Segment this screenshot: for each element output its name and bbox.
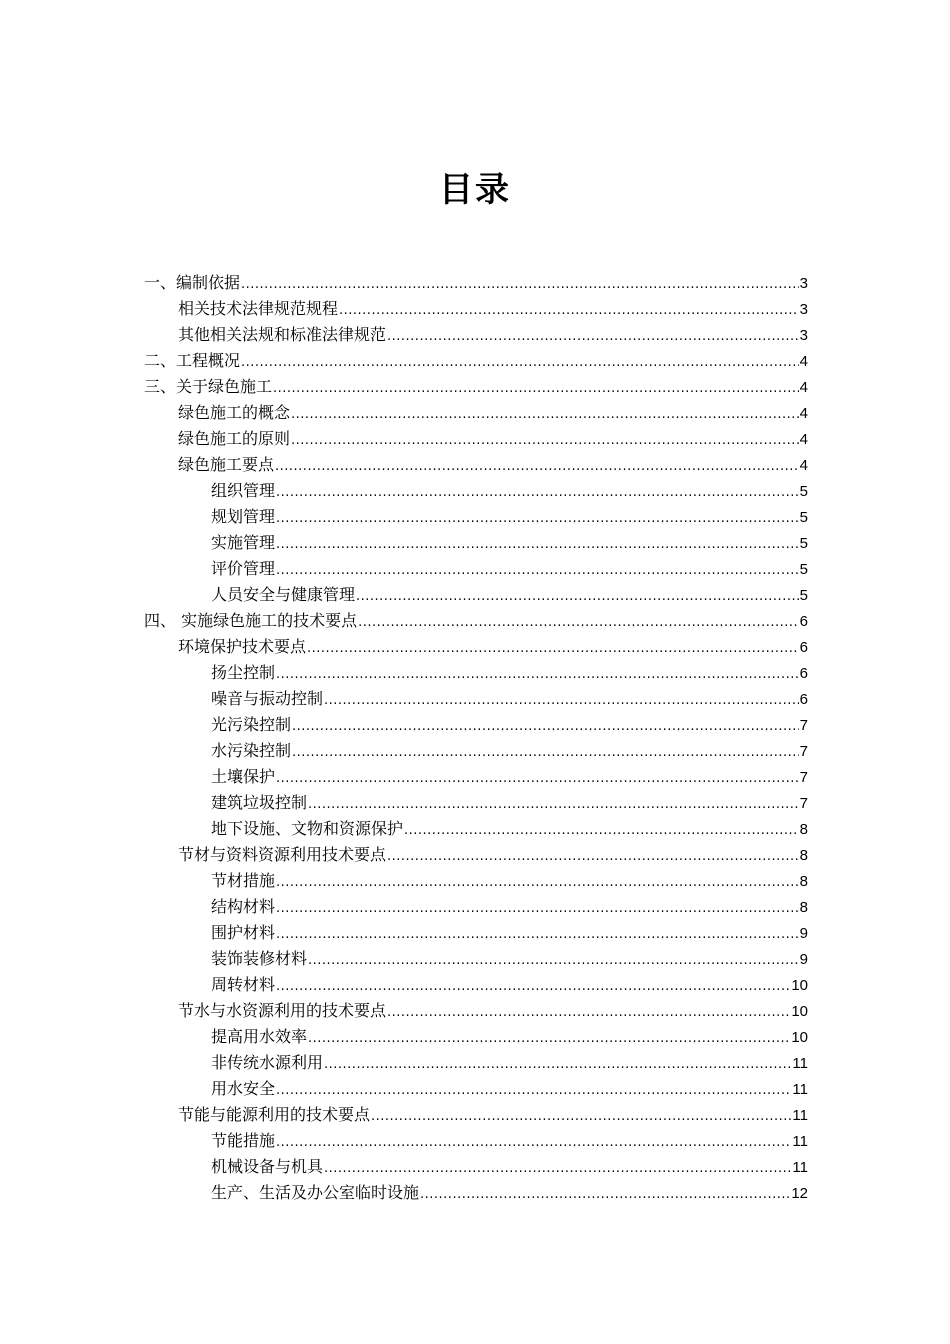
toc-entry-title: 节能措施 xyxy=(211,1131,276,1150)
toc-entry-title: 评价管理 xyxy=(211,559,276,578)
toc-entry[interactable] xyxy=(144,686,808,712)
dot-leader xyxy=(276,506,799,532)
toc-entry-title: 三、关于绿色施工 xyxy=(144,377,273,396)
toc-entry-title: 围护材料 xyxy=(211,923,276,942)
toc-page-number: 8 xyxy=(799,847,808,864)
dot-leader xyxy=(308,792,799,818)
toc-page-number: 6 xyxy=(799,639,808,656)
dot-leader xyxy=(241,272,799,298)
toc-entry[interactable] xyxy=(144,296,808,322)
toc-entry-title: 其他相关法规和标准法律规范 xyxy=(178,325,387,344)
toc-entry-title: 地下设施、文物和资源保护 xyxy=(211,819,404,838)
toc-entry-title: 二、工程概况 xyxy=(144,351,241,370)
dot-leader xyxy=(276,532,799,558)
toc-entry[interactable] xyxy=(144,556,808,582)
toc-entry-title: 绿色施工的原则 xyxy=(178,429,291,448)
toc-entry-title: 实施管理 xyxy=(211,533,276,552)
toc-entry[interactable] xyxy=(144,842,808,868)
toc-entry-title: 水污染控制 xyxy=(211,741,292,760)
toc-entry[interactable] xyxy=(144,1154,808,1180)
dot-leader xyxy=(308,948,799,974)
toc-page-number: 9 xyxy=(799,951,808,968)
toc-entry[interactable] xyxy=(144,322,808,348)
dot-leader xyxy=(324,1156,791,1182)
toc-entry[interactable] xyxy=(144,1024,808,1050)
toc-entry-title: 一、编制依据 xyxy=(144,273,241,292)
toc-entry[interactable] xyxy=(144,582,808,608)
toc-page-number: 4 xyxy=(799,457,808,474)
dot-leader xyxy=(291,402,799,428)
toc-entry-title: 环境保护技术要点 xyxy=(178,637,307,656)
toc-page-number: 11 xyxy=(792,1081,808,1098)
toc-page-number: 7 xyxy=(799,769,808,786)
toc-entry-title: 节材与资料资源利用技术要点 xyxy=(178,845,387,864)
toc-entry[interactable] xyxy=(144,1076,808,1102)
toc-page-number: 3 xyxy=(799,301,808,318)
toc-entry-title: 规划管理 xyxy=(211,507,276,526)
dot-leader xyxy=(241,350,799,376)
toc-entry-title: 绿色施工的概念 xyxy=(178,403,291,422)
toc-page-number: 12 xyxy=(791,1185,808,1202)
toc-page-number: 5 xyxy=(799,535,808,552)
toc-entry[interactable] xyxy=(144,530,808,556)
toc-entry[interactable] xyxy=(144,452,808,478)
toc-page-number: 10 xyxy=(791,977,808,994)
dot-leader xyxy=(292,740,799,766)
table-of-contents xyxy=(144,270,808,1206)
toc-entry[interactable] xyxy=(144,816,808,842)
toc-entry[interactable] xyxy=(144,894,808,920)
dot-leader xyxy=(276,922,799,948)
toc-page-number: 6 xyxy=(799,613,808,630)
toc-page-number: 11 xyxy=(792,1133,808,1150)
toc-entry[interactable] xyxy=(144,400,808,426)
dot-leader xyxy=(339,298,799,324)
toc-page-number: 8 xyxy=(799,873,808,890)
toc-entry[interactable] xyxy=(144,946,808,972)
toc-entry-title: 节水与水资源利用的技术要点 xyxy=(178,1001,387,1020)
toc-page-number: 10 xyxy=(791,1003,808,1020)
dot-leader xyxy=(387,844,799,870)
dot-leader xyxy=(276,896,799,922)
dot-leader xyxy=(387,324,799,350)
dot-leader xyxy=(371,1104,791,1130)
toc-entry-title: 四、 实施绿色施工的技术要点 xyxy=(144,611,358,630)
toc-page-number: 8 xyxy=(799,899,808,916)
toc-entry[interactable] xyxy=(144,608,808,634)
page-title: 目录 xyxy=(439,170,511,210)
toc-page-number: 4 xyxy=(799,353,808,370)
toc-entry[interactable] xyxy=(144,660,808,686)
toc-entry-title: 生产、生活及办公室临时设施 xyxy=(211,1183,420,1202)
toc-entry[interactable] xyxy=(144,998,808,1024)
toc-entry-title: 相关技术法律规范规程 xyxy=(178,299,339,318)
dot-leader xyxy=(292,714,799,740)
toc-entry-title: 节材措施 xyxy=(211,871,276,890)
dot-leader xyxy=(275,454,799,480)
toc-entry-title: 机械设备与机具 xyxy=(211,1157,324,1176)
toc-page-number: 6 xyxy=(799,691,808,708)
dot-leader xyxy=(324,1052,791,1078)
toc-entry-title: 提高用水效率 xyxy=(211,1027,308,1046)
toc-entry[interactable] xyxy=(144,790,808,816)
toc-page-number: 3 xyxy=(799,327,808,344)
dot-leader xyxy=(307,636,799,662)
dot-leader xyxy=(276,662,799,688)
toc-page-number: 7 xyxy=(799,795,808,812)
toc-entry[interactable] xyxy=(144,1050,808,1076)
toc-entry[interactable] xyxy=(144,1128,808,1154)
toc-entry-title: 非传统水源利用 xyxy=(211,1053,324,1072)
dot-leader xyxy=(276,1078,791,1104)
toc-page-number: 5 xyxy=(799,587,808,604)
dot-leader xyxy=(420,1182,790,1208)
toc-entry[interactable] xyxy=(144,634,808,660)
toc-page-number: 4 xyxy=(799,379,808,396)
toc-entry-title: 用水安全 xyxy=(211,1079,276,1098)
toc-page-number: 5 xyxy=(799,561,808,578)
toc-page-number: 3 xyxy=(799,275,808,292)
dot-leader xyxy=(291,428,799,454)
toc-entry[interactable] xyxy=(144,972,808,998)
toc-entry-title: 结构材料 xyxy=(211,897,276,916)
toc-page-number: 11 xyxy=(792,1055,808,1072)
toc-page-number: 5 xyxy=(799,509,808,526)
dot-leader xyxy=(276,480,799,506)
dot-leader xyxy=(276,1130,791,1156)
toc-entry[interactable] xyxy=(144,712,808,738)
toc-entry-title: 扬尘控制 xyxy=(211,663,276,682)
dot-leader xyxy=(356,584,799,610)
dot-leader xyxy=(273,376,799,402)
dot-leader xyxy=(276,558,799,584)
toc-entry[interactable] xyxy=(144,426,808,452)
toc-page-number: 7 xyxy=(799,743,808,760)
dot-leader xyxy=(276,766,799,792)
toc-entry-title: 组织管理 xyxy=(211,481,276,500)
dot-leader xyxy=(276,870,799,896)
toc-entry-title: 绿色施工要点 xyxy=(178,455,275,474)
toc-page-number: 11 xyxy=(792,1107,808,1124)
dot-leader xyxy=(324,688,799,714)
toc-entry[interactable] xyxy=(144,478,808,504)
toc-entry-title: 土壤保护 xyxy=(211,767,276,786)
toc-entry[interactable] xyxy=(144,1102,808,1128)
toc-entry-title: 噪音与振动控制 xyxy=(211,689,324,708)
dot-leader xyxy=(358,610,799,636)
toc-entry-title: 光污染控制 xyxy=(211,715,292,734)
dot-leader xyxy=(404,818,799,844)
toc-page-number: 7 xyxy=(799,717,808,734)
toc-entry-title: 节能与能源利用的技术要点 xyxy=(178,1105,371,1124)
toc-page-number: 4 xyxy=(799,405,808,422)
toc-page-number: 11 xyxy=(792,1159,808,1176)
toc-entry[interactable] xyxy=(144,270,808,296)
toc-entry[interactable] xyxy=(144,348,808,374)
toc-entry[interactable] xyxy=(144,920,808,946)
toc-entry[interactable] xyxy=(144,764,808,790)
dot-leader xyxy=(308,1026,790,1052)
toc-page-number: 6 xyxy=(799,665,808,682)
toc-entry-title: 周转材料 xyxy=(211,975,276,994)
toc-entry[interactable] xyxy=(144,504,808,530)
toc-entry-title: 装饰装修材料 xyxy=(211,949,308,968)
toc-entry[interactable] xyxy=(144,738,808,764)
toc-entry[interactable] xyxy=(144,868,808,894)
dot-leader xyxy=(387,1000,790,1026)
toc-page-number: 9 xyxy=(799,925,808,942)
toc-page-number: 8 xyxy=(799,821,808,838)
toc-entry[interactable] xyxy=(144,1180,808,1206)
dot-leader xyxy=(276,974,790,1000)
toc-entry-title: 建筑垃圾控制 xyxy=(211,793,308,812)
toc-entry[interactable] xyxy=(144,374,808,400)
toc-page-number: 5 xyxy=(799,483,808,500)
toc-page-number: 4 xyxy=(799,431,808,448)
toc-page-number: 10 xyxy=(791,1029,808,1046)
toc-entry-title: 人员安全与健康管理 xyxy=(211,585,356,604)
